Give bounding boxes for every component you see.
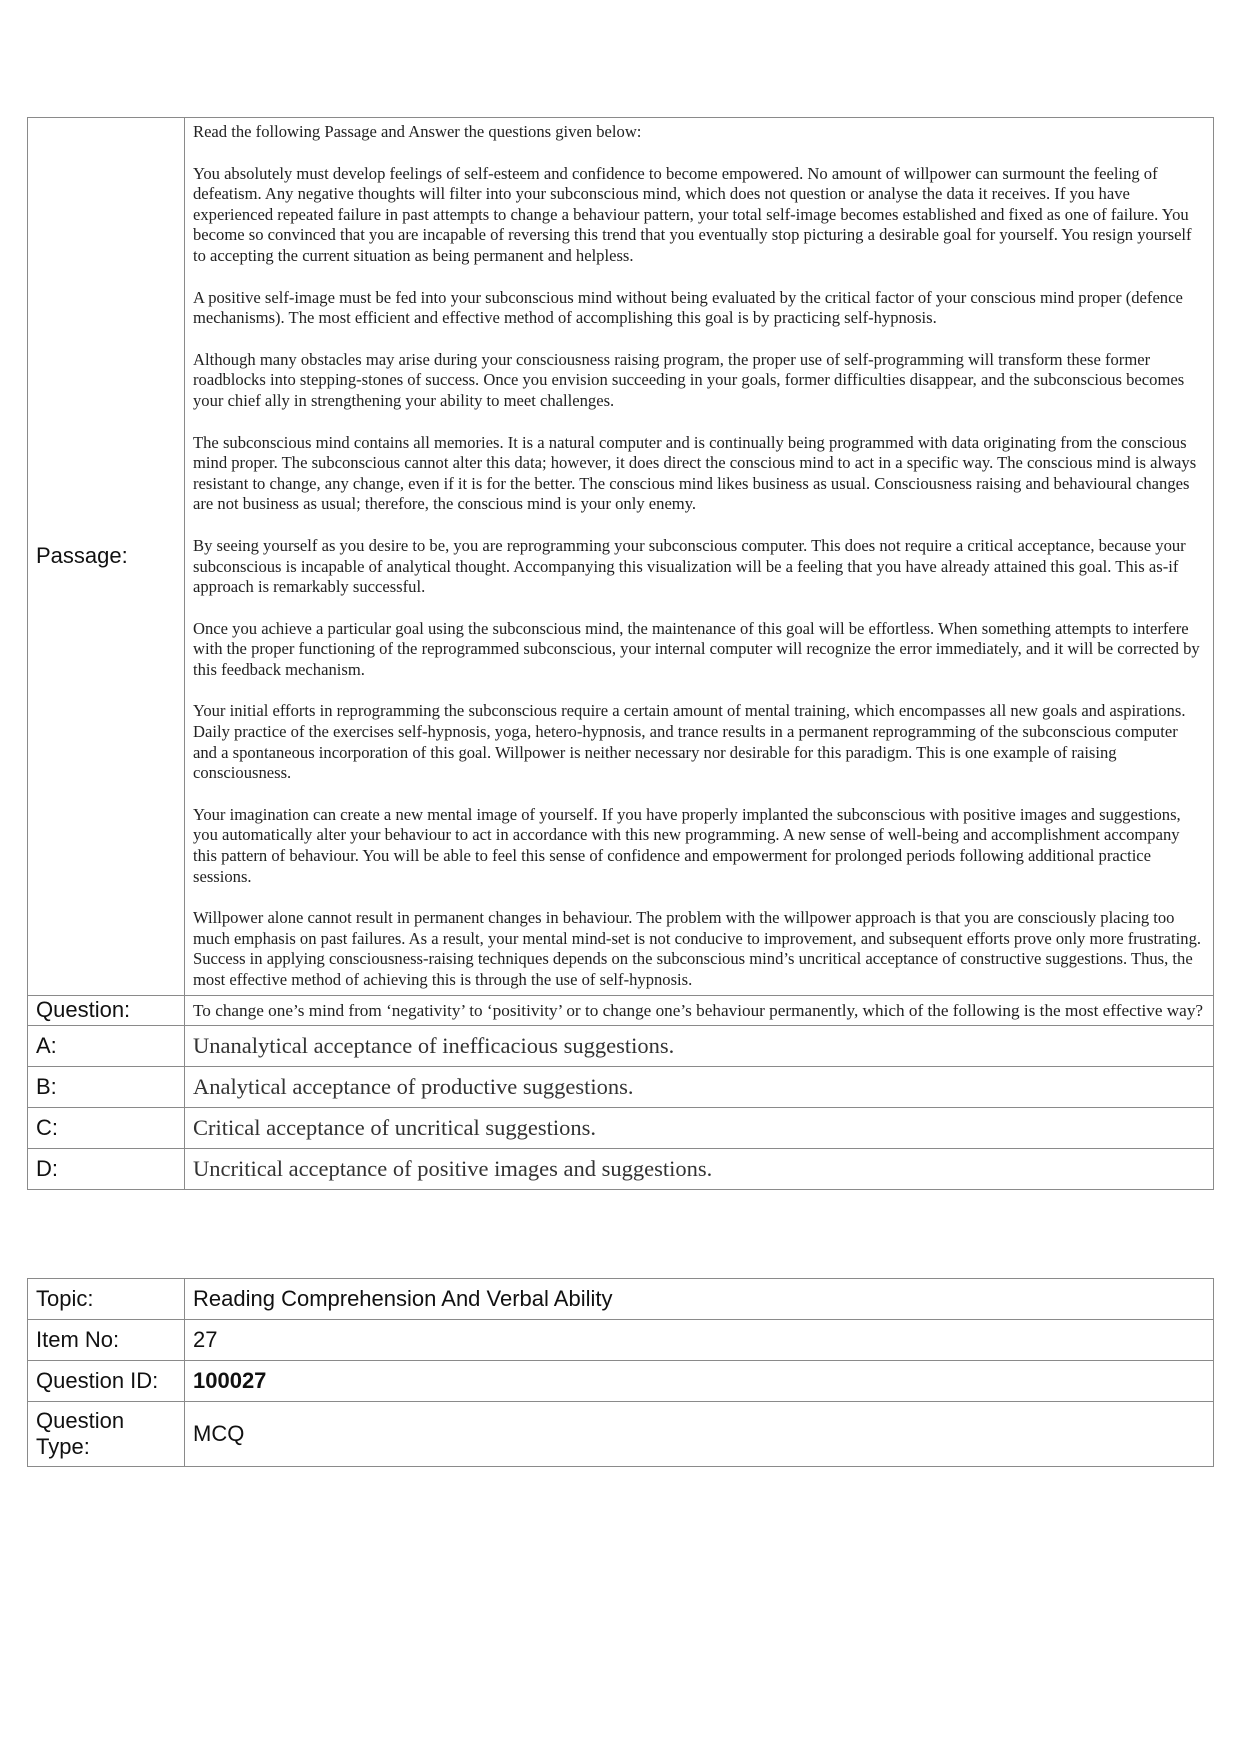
passage-paragraph: Your imagination can create a new mental image of yourself. If you have properly implanted the subconscious with positive images and suggestions, you automatically alter your behaviour to act in accordance with this new programming. A new sense of well-being and accomplishment accompany this pattern of behaviour. You will be able to feel this sense of confidence and empowerment for prolonged periods following additional practice sessions. — [193, 804, 1181, 886]
option-label-d: D: — [28, 1148, 185, 1189]
option-row-d — [28, 1148, 1214, 1189]
topic-value: Reading Comprehension And Verbal Ability — [185, 1279, 1214, 1320]
option-label-a: A: — [28, 1025, 185, 1066]
question-type-value: MCQ — [185, 1402, 1214, 1467]
item-no-value: 27 — [185, 1320, 1214, 1361]
option-row-b — [28, 1066, 1214, 1107]
question-type-label: Question Type: — [28, 1402, 185, 1467]
passage-paragraph: You absolutely must develop feelings of self-esteem and confidence to become empowered. No amount of willpower can surmount the feeling of defeatism. Any negative thoughts will filter into your subconscious mind, which does not question or analyse the data it receives. If you have experienced repeated failure in past attempts to change a behaviour pattern, your total self-image becomes established and fixed as one of failure. You become so convinced that you are incapable of reversing this trend that you eventually stop picturing a desirable goal for yourself. You resign yourself to accepting the current situation as being permanent and helpless. — [193, 163, 1192, 265]
metadata-table — [27, 1278, 1214, 1467]
option-row-c — [28, 1107, 1214, 1148]
option-text-c: Critical acceptance of uncritical suggestions. — [185, 1107, 1214, 1148]
question-table — [27, 117, 1214, 1190]
passage-paragraph: Although many obstacles may arise during your consciousness raising program, the proper use of self-programming will transform these former roadblocks into stepping-stones of success. Once you envision succeeding in your goals, former difficulties disappear, and the subconscious becomes your chief ally in strengthening your ability to meet challenges. — [193, 349, 1185, 410]
option-label-b: B: — [28, 1066, 185, 1107]
passage-paragraph: By seeing yourself as you desire to be, you are reprogramming your subconscious computer. This does not require a critical acceptance, because your subconscious is incapable of analytical thought. Accompanying this visualization will be a feeling that you have already attained this goal. This as-if approach is remarkably successful. — [193, 535, 1186, 597]
question-id-label: Question ID: — [28, 1361, 185, 1402]
passage-paragraph: Willpower alone cannot result in permanent changes in behaviour. The problem with the willpower approach is that you are consciously placing too much emphasis on past failures. As a result, your mental mind-set is not conducive to improvement, and subsequent efforts prove only more frustrating. Success in applying consciousness-raising techniques depends on the subconscious mind’s uncritical acceptance of constructive suggestions. Thus, the most effective method of achieving this is through the use of self-hypnosis. — [193, 908, 1202, 989]
option-text-b: Analytical acceptance of productive suggestions. — [185, 1066, 1214, 1107]
passage-paragraph: Your initial efforts in reprogramming the subconscious require a certain amount of mental training, which encompasses all new goals and aspirations. Daily practice of the exercises self-hypnosis, yoga, hetero-hypnosis, and trance results in a permanent reprogramming of the subconscious computer and a spontaneous incorporation of this goal. Willpower is neither necessary nor desirable for this paradigm. This is one example of raising consciousness. — [193, 701, 1186, 783]
option-text-a: Unanalytical acceptance of inefficacious suggestions. — [185, 1025, 1214, 1066]
passage-paragraph: A positive self-image must be fed into your subconscious mind without being evaluated by the critical factor of your conscious mind proper (defence mechanisms). The most efficient and effective method of accomplishing this goal is by practicing self-hypnosis. — [193, 287, 1183, 328]
passage-label: Passage: — [28, 118, 185, 996]
item-no-label: Item No: — [28, 1320, 185, 1361]
topic-row — [28, 1279, 1214, 1320]
option-row-a — [28, 1025, 1214, 1066]
passage-text — [185, 118, 1214, 996]
passage-paragraph: The subconscious mind contains all memories. It is a natural computer and is continually being programmed with data originating from the conscious mind proper. The subconscious cannot alter this data; however, it does direct the conscious mind to act in a specific way. The conscious mind is always resistant to change, any change, even if it is for the better. The conscious mind likes business as usual. Consciousness raising and behavioural changes are not business as usual; therefore, the conscious mind is your only enemy. — [193, 432, 1197, 514]
question-label: Question: — [28, 995, 185, 1025]
item-no-row — [28, 1320, 1214, 1361]
passage-paragraph: Once you achieve a particular goal using the subconscious mind, the maintenance of this goal will be effortless. When something attempts to interfere with the proper functioning of the reprogrammed subconscious, your internal computer will recognize the error immediately, and it will be corrected by this feedback mechanism. — [193, 618, 1200, 679]
question-id-row — [28, 1361, 1214, 1402]
passage-row — [28, 118, 1214, 996]
question-id-value: 100027 — [185, 1361, 1214, 1402]
option-label-c: C: — [28, 1107, 185, 1148]
topic-label: Topic: — [28, 1279, 185, 1320]
question-type-row — [28, 1402, 1214, 1467]
question-row — [28, 995, 1214, 1025]
option-text-d: Uncritical acceptance of positive images and suggestions. — [185, 1148, 1214, 1189]
passage-intro: Read the following Passage and Answer the questions given below: — [193, 122, 642, 141]
question-text: To change one’s mind from ‘negativity’ to ‘positivity’ or to change one’s behaviour permanently, which of the following is the most effective way? — [185, 995, 1214, 1025]
